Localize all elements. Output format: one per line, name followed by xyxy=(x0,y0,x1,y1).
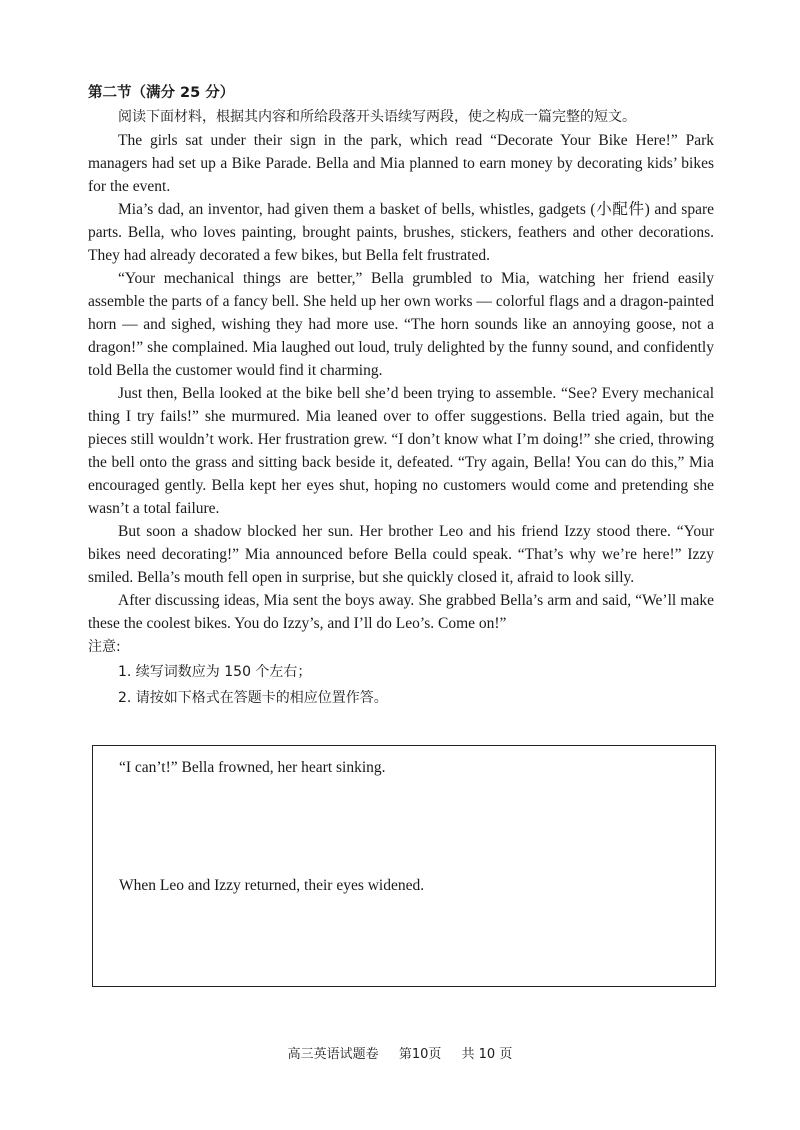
exam-section xyxy=(88,82,714,711)
footer-page-number: 第10页 xyxy=(398,1047,442,1062)
story-paragraph: Mia’s dad, an inventor, had given them a basket of bells, whistles, gadgets (小配件) and spare parts. Bella, who loves painting, brought paints, brushes, stickers, feathers and other decorations. They had already decorated a few bikes, but Bella felt frustrated. xyxy=(88,201,714,264)
story-paragraph: But soon a shadow blocked her sun. Her brother Leo and his friend Izzy stood there. “Your bikes need decorating!” Mia announced before Bella could speak. “That’s why we’re here!” Izzy smiled. Bella’s mouth fell open in surprise, but she quickly closed it, afraid to look silly. xyxy=(88,523,714,586)
continuation-opening-2: When Leo and Izzy returned, their eyes widened. xyxy=(119,877,425,894)
section-title: 第二节（满分 25 分） xyxy=(88,85,235,101)
footer-subject: 高三英语试题卷 xyxy=(287,1047,379,1062)
notes-label: 注意: xyxy=(88,639,121,655)
story-paragraph: Just then, Bella looked at the bike bell she’d been trying to assemble. “See? Every mechanical thing I try fails!” she murmured. Mia leaned over to offer suggestions. Bella tried again, but the pieces still wouldn’t work. Her frustration grew. “I don’t know what I’m doing!” she cried, throwing the bell onto the grass and sitting back beside it, defeated. “Try again, Bella! You can do this,” Mia encouraged gently. Bella kept her eyes shut, hoping no customers would come and pretending she wasn’t a total failure. xyxy=(88,385,714,517)
continuation-opening-1: “I can’t!” Bella frowned, her heart sinking. xyxy=(119,759,386,776)
story-paragraph: The girls sat under their sign in the park, which read “Decorate Your Bike Here!” Park managers had set up a Bike Parade. Bella and Mia planned to earn money by decorating kids’ bikes for the event. xyxy=(88,132,714,195)
answer-box xyxy=(92,745,716,987)
page-footer xyxy=(0,1046,800,1064)
story-paragraph: “Your mechanical things are better,” Bella grumbled to Mia, watching her friend easily assemble the parts of a fancy bell. She held up her own works — colorful flags and a dragon-painted horn — and sighed, wishing they had more use. “The horn sounds like an annoying goose, not a dragon!” she complained. Mia laughed out loud, truly delighted by the funny sound, and confidently told Bella the customer would find it charming. xyxy=(88,270,714,379)
note-item: 2. 请按如下格式在答题卡的相应位置作答。 xyxy=(118,690,388,706)
footer-total-pages: 共 10 页 xyxy=(461,1047,513,1062)
note-item: 1. 续写词数应为 150 个左右； xyxy=(118,664,312,680)
story-paragraph: After discussing ideas, Mia sent the boys away. She grabbed Bella’s arm and said, “We’ll make these the coolest bikes. You do Izzy’s, and I’ll do Leo’s. Come on!” xyxy=(88,592,714,632)
instruction-text: 阅读下面材料，根据其内容和所给段落开头语续写两段，使之构成一篇完整的短文。 xyxy=(118,109,636,125)
